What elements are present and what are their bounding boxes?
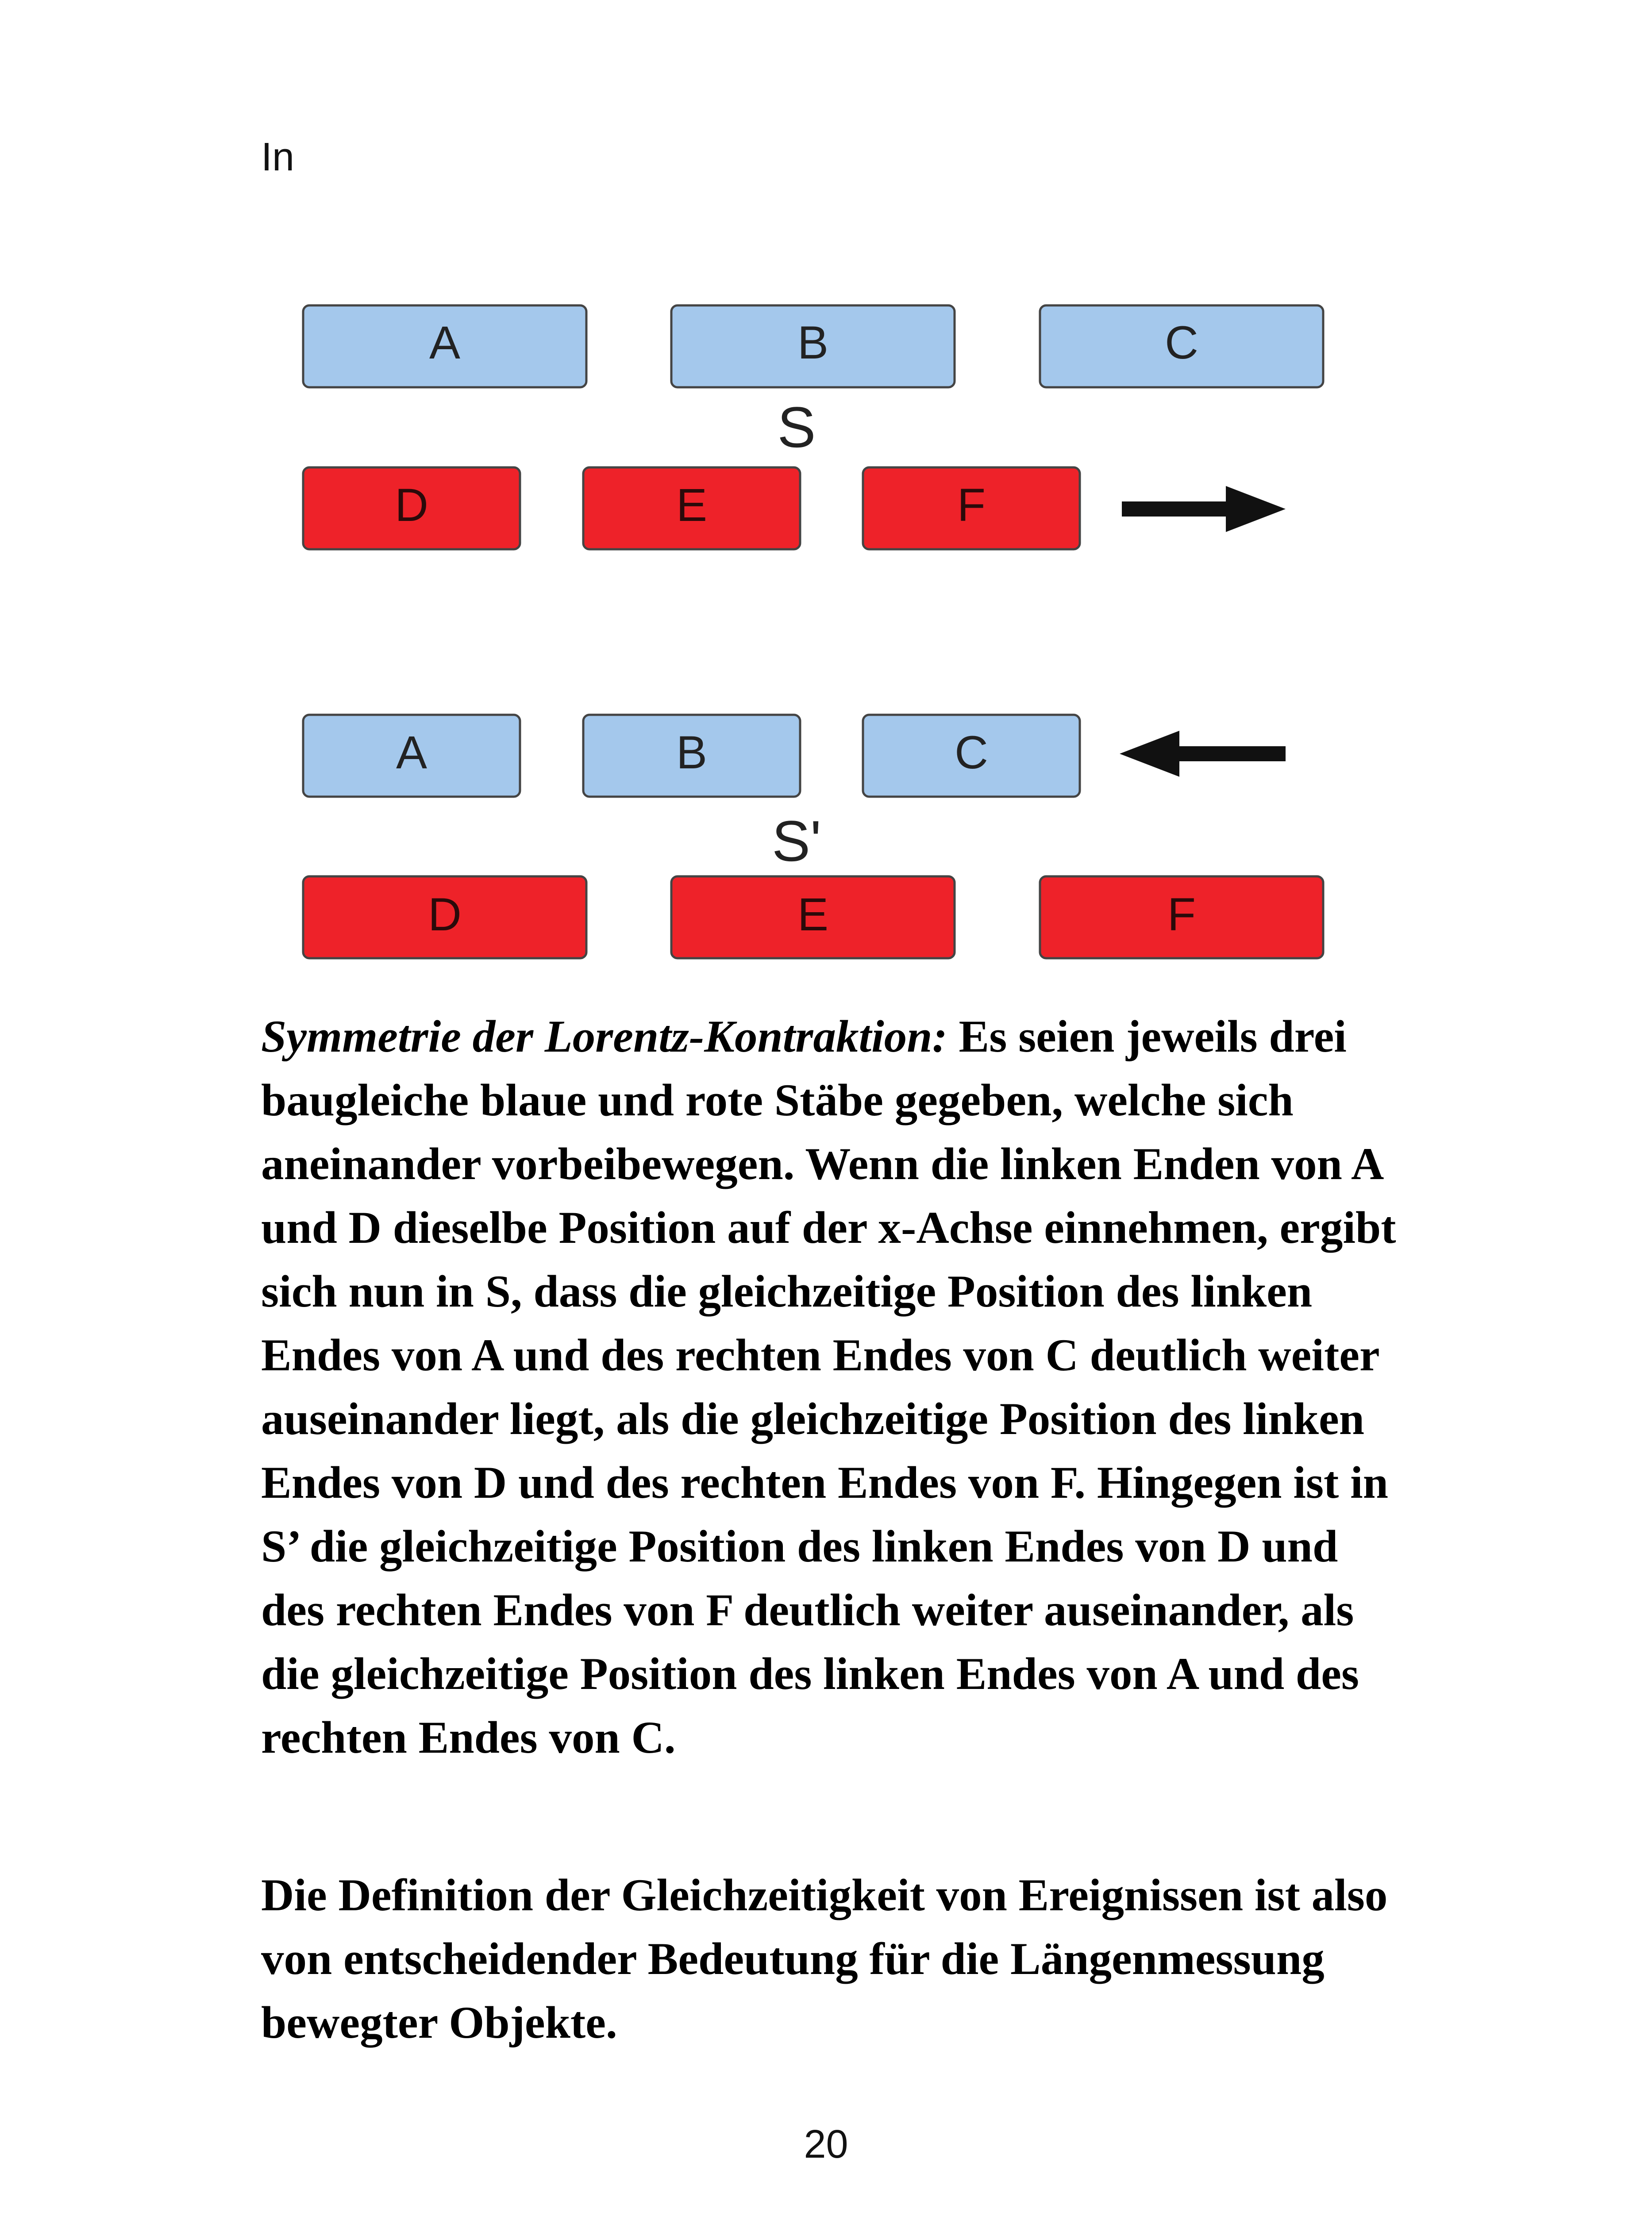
- caption-body: Es seien jeweils drei baugleiche blaue und rote Stäbe gegeben, welche sich aneinander vorbeibewegen. Wenn die linken Enden von A und D dieselbe Position auf der x-Achse einnehmen, ergibt sich nun in S, dass die gleichzeitige Position des linken Endes von A und des rechten Endes von C deutlich weiter auseinander liegt, als die gleichzeitige Position des linken Endes von D und des rechten Endes von F. Hingegen ist in S’ die gleichzeitige Position des linken Endes von D und des rechten Endes von F deutlich weiter auseinander, als die gleichzeitige Position des linken Endes von A und des rechten Endes von C.: [261, 1011, 1396, 1763]
- bar-label: A: [429, 317, 461, 369]
- red-bar-f-top: [863, 467, 1080, 549]
- frame-label-s-prime: S': [772, 809, 821, 873]
- header-word: In: [261, 135, 295, 179]
- blue-bar-b-bottom: [583, 715, 800, 797]
- blue-bar-c-top: [1040, 305, 1323, 387]
- red-bar-d-top: [303, 467, 520, 549]
- frame-s-prime: [303, 715, 1323, 958]
- blue-bar-c-bottom: [863, 715, 1080, 797]
- body-paragraph: Die Definition der Gleichzeitigkeit von Ereignissen ist also von entscheidender Bedeutung für die Längenmessung bewegter Objekte.: [261, 1870, 1388, 2048]
- page-number: 20: [804, 2122, 848, 2167]
- blue-bar-a-top: [303, 305, 586, 387]
- frame-s: [303, 305, 1323, 549]
- lorentz-contraction-figure: [0, 0, 1652, 996]
- right-arrow-icon: [1122, 486, 1286, 532]
- red-bar-e-bottom: [671, 876, 955, 958]
- left-arrow-icon: [1120, 731, 1286, 777]
- red-bar-e-top: [583, 467, 800, 549]
- red-bar-d-bottom: [303, 876, 586, 958]
- bar-label: C: [1165, 317, 1198, 369]
- figure-caption: [261, 1005, 1412, 1770]
- bar-label: C: [955, 727, 988, 779]
- bar-label: D: [395, 479, 428, 531]
- frame-label-s: S: [777, 395, 816, 459]
- bar-label: E: [797, 889, 829, 941]
- bar-label: B: [676, 727, 708, 779]
- red-bar-f-bottom: [1040, 876, 1323, 958]
- blue-bar-a-bottom: [303, 715, 520, 797]
- blue-bar-b-top: [671, 305, 955, 387]
- caption-title: Symmetrie der Lorentz-Kontraktion:: [261, 1011, 947, 1062]
- bar-label: B: [797, 317, 829, 369]
- bar-label: A: [396, 727, 427, 779]
- bar-label: F: [1167, 889, 1196, 941]
- bar-label: F: [957, 479, 986, 531]
- bar-label: D: [428, 889, 462, 941]
- bar-label: E: [676, 479, 708, 531]
